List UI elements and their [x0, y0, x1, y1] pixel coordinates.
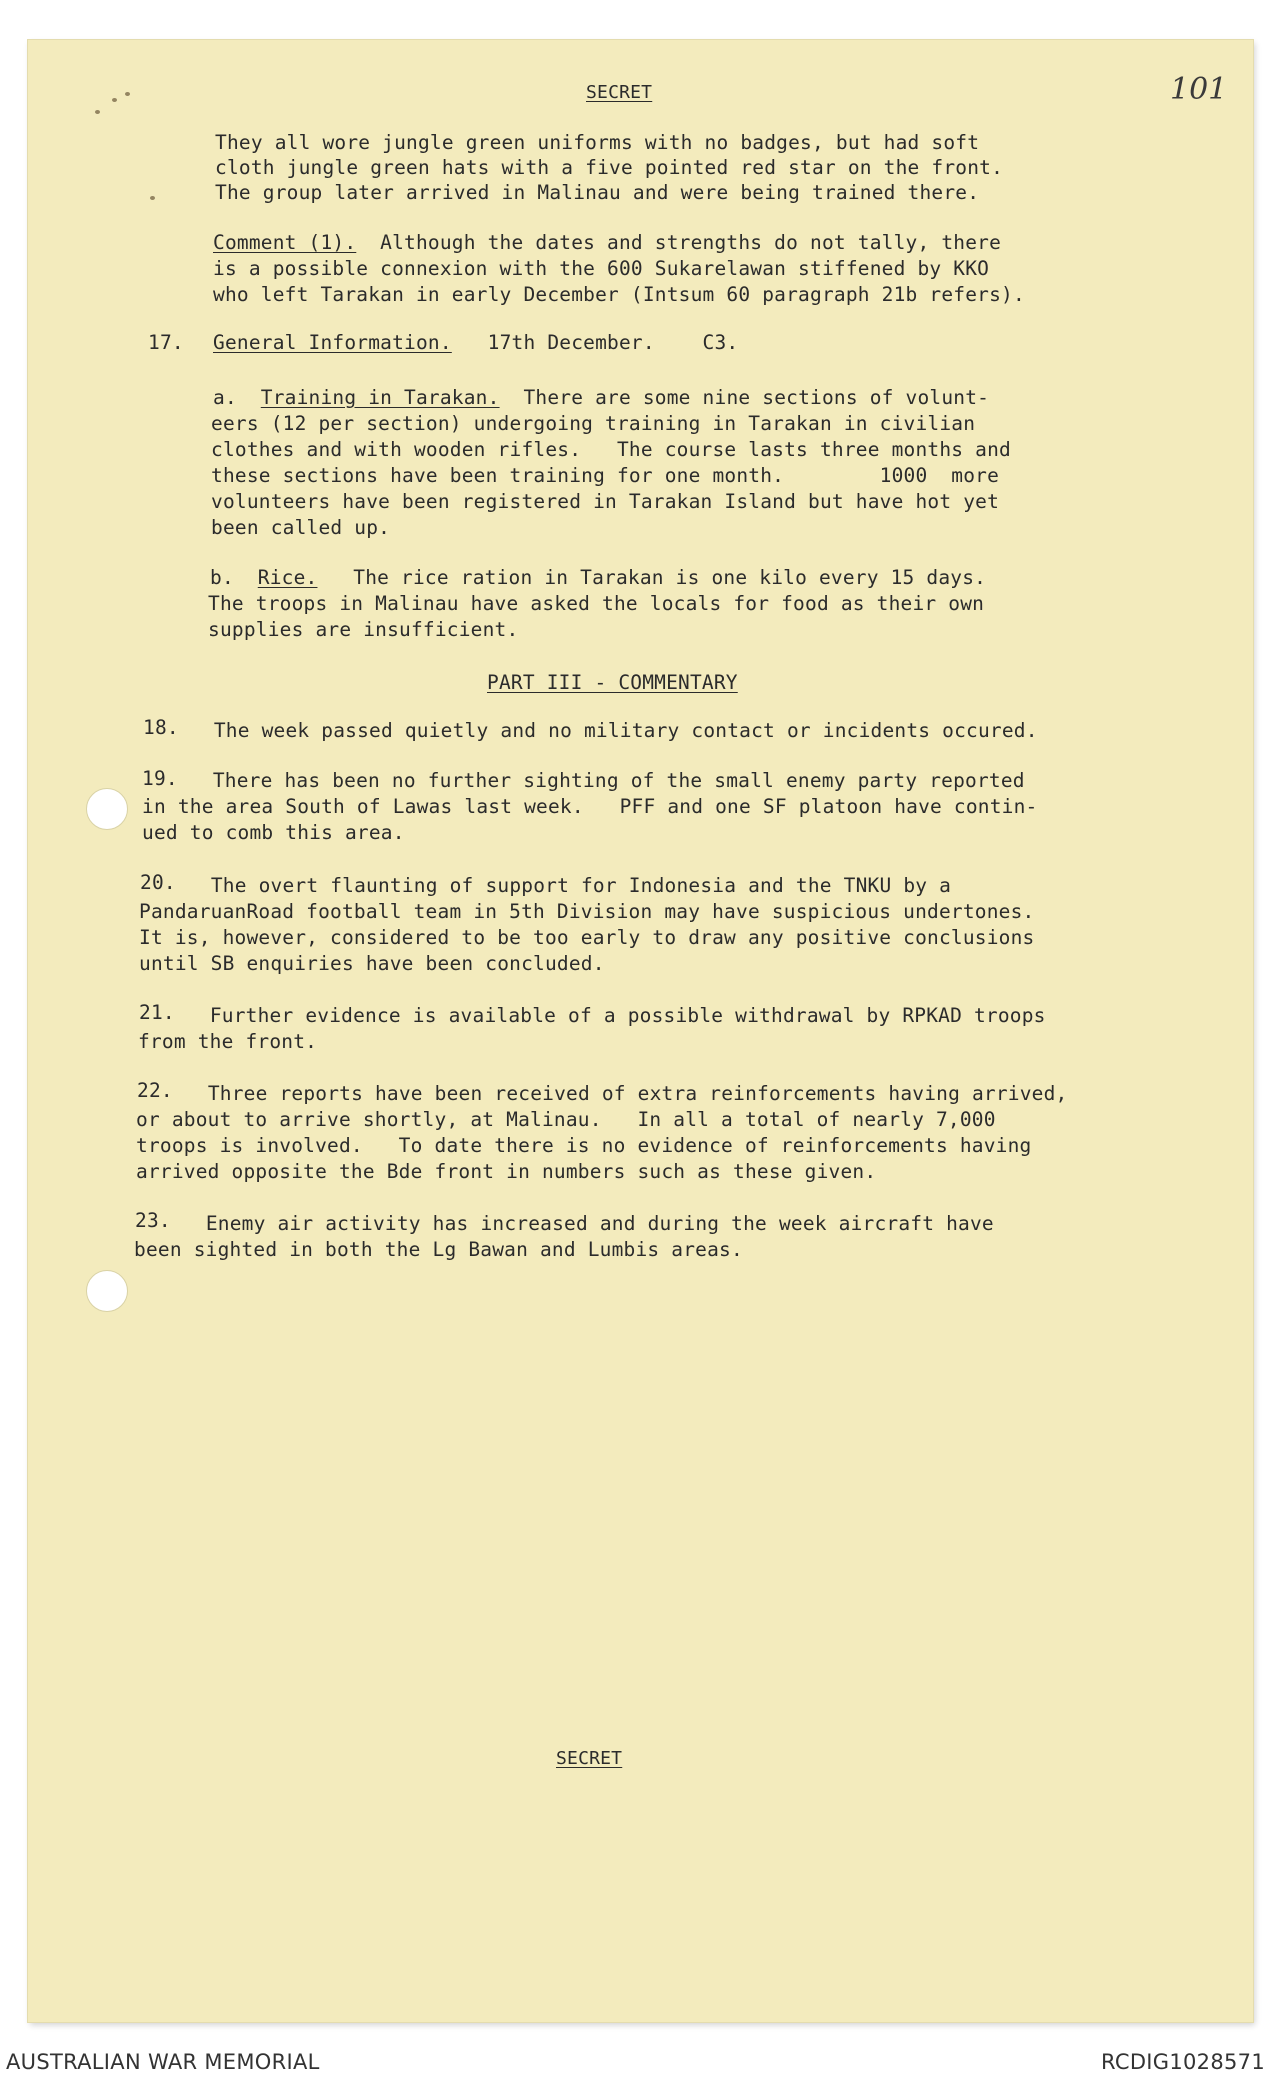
- subsection-a-label: Training in Tarakan.: [260, 386, 500, 409]
- paragraph-line: There has been no further sighting of the small enemy party reported: [177, 769, 1025, 792]
- paragraph-number: 17.: [148, 331, 184, 354]
- paragraph-line: in the area South of Lawas last week. PFF and one SF platoon have contin-: [142, 795, 1038, 818]
- paragraph-number: 22.: [137, 1079, 173, 1102]
- subsection-b-prefix: b.: [210, 566, 258, 589]
- ink-speck: [150, 196, 155, 200]
- header-classification: SECRET: [586, 82, 653, 103]
- paragraph-line: troops is involved. To date there is no evidence of reinforcements having: [136, 1134, 1032, 1157]
- paragraph-line: from the front.: [138, 1030, 318, 1053]
- comment-first-line: [213, 230, 1001, 256]
- paragraph-line: arrived opposite the Bde front in numbers such as these given.: [136, 1160, 877, 1183]
- subsection-b-line: The rice ration in Tarakan is one kilo every 15 days.: [317, 566, 987, 589]
- paragraph-line: ued to comb this area.: [142, 821, 405, 844]
- paragraph-line: been sighted in both the Lg Bawan and Lumbis areas.: [134, 1238, 743, 1261]
- punch-hole-top: [86, 788, 128, 830]
- section-heading: [213, 330, 738, 356]
- subsection-a-first-line: [213, 385, 989, 411]
- intro-line: They all wore jungle green uniforms with no badges, but had soft: [215, 131, 980, 154]
- subsection-a-line: clothes and with wooden rifles. The course lasts three months and: [211, 438, 1011, 461]
- paragraph-number: 21.: [139, 1001, 175, 1024]
- paragraph-line: Three reports have been received of extra reinforcements having arrived,: [172, 1082, 1068, 1105]
- paragraph-number: 19.: [142, 767, 178, 790]
- comment-line: who left Tarakan in early December (Intsum 60 paragraph 21b refers).: [213, 283, 1025, 306]
- paragraph-line: Further evidence is available of a possible withdrawal by RPKAD troops: [174, 1004, 1046, 1027]
- section-meta: 17th December. C3.: [451, 331, 739, 354]
- subsection-a-line: volunteers have been registered in Tarakan Island but have hot yet: [211, 490, 1000, 513]
- intro-line: cloth jungle green hats with a five pointed red star on the front.: [215, 156, 1004, 179]
- ink-speck: [112, 98, 117, 102]
- paragraph-number: 23.: [135, 1209, 171, 1232]
- paragraph-line: It is, however, considered to be too early to draw any positive conclusions: [139, 926, 1035, 949]
- paragraph-line: or about to arrive shortly, at Malinau. In all a total of nearly 7,000: [136, 1108, 996, 1131]
- paragraph-number: 18.: [143, 716, 179, 739]
- section-title: General Information.: [213, 331, 452, 354]
- paragraph-line: PandaruanRoad football team in 5th Division may have suspicious undertones.: [139, 900, 1035, 923]
- paragraph-line: The overt flaunting of support for Indonesia and the TNKU by a: [175, 874, 952, 897]
- paragraph-number: 20.: [140, 871, 176, 894]
- subsection-a-line: There are some nine sections of volunt-: [499, 386, 990, 409]
- comment-line: Although the dates and strengths do not tally, there: [356, 231, 1002, 254]
- subsection-a-line: these sections have been training for one month. 1000 more: [211, 464, 1000, 487]
- subsection-b-first-line: [210, 565, 986, 591]
- subsection-b-line: supplies are insufficient.: [208, 618, 519, 641]
- subsection-a-prefix: a.: [213, 386, 261, 409]
- comment-line: is a possible connexion with the 600 Sukarelawan stiffened by KKO: [213, 257, 990, 280]
- paragraph-line: The week passed quietly and no military contact or incidents occured.: [178, 719, 1038, 742]
- part-heading: PART III - COMMENTARY: [487, 671, 738, 694]
- subsection-b-label: Rice.: [257, 566, 318, 589]
- ink-speck: [125, 92, 130, 96]
- footer-classification: SECRET: [556, 1748, 623, 1769]
- archive-name: AUSTRALIAN WAR MEMORIAL: [6, 2050, 320, 2074]
- ink-speck: [95, 110, 100, 114]
- subsection-a-line: eers (12 per section) undergoing training in Tarakan in civilian: [211, 412, 976, 435]
- paragraph-line: until SB enquiries have been concluded.: [139, 952, 605, 975]
- comment-label: Comment (1).: [213, 231, 357, 254]
- subsection-b-line: The troops in Malinau have asked the locals for food as their own: [208, 592, 985, 615]
- punch-hole-bottom: [86, 1270, 128, 1312]
- page-number: 101: [1170, 72, 1228, 107]
- archive-reference: RCDIG1028571: [1101, 2050, 1265, 2074]
- subsection-a-line: been called up.: [211, 516, 391, 539]
- paragraph-line: Enemy air activity has increased and during the week aircraft have: [170, 1212, 994, 1235]
- intro-line: The group later arrived in Malinau and were being trained there.: [215, 181, 980, 204]
